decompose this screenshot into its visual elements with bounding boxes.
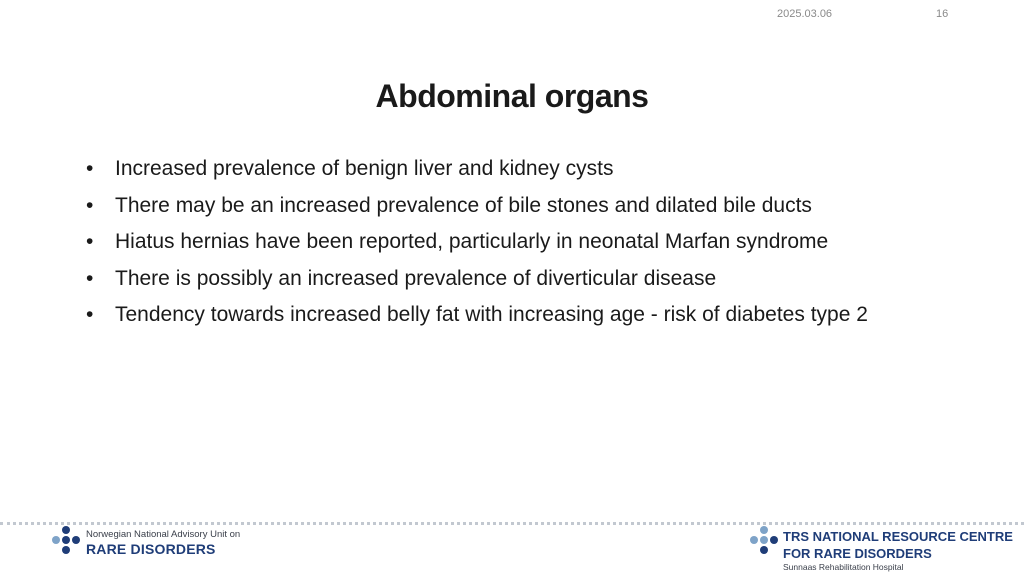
bullet-item (86, 264, 956, 294)
slide-title: Abdominal organs (375, 78, 649, 114)
bullet-dot-icon: • (86, 303, 94, 326)
slide-date: 2025.03.06 (777, 8, 833, 20)
left-logo (50, 524, 260, 560)
left-logo-line2: RARE DISORDERS (86, 541, 216, 557)
bullet-dot-icon: • (86, 157, 94, 180)
right-logo-line3: Sunnaas Rehabilitation Hospital (783, 562, 904, 572)
bullet-text: There may be an increased prevalence of bile stones and dilated bile ducts (115, 193, 812, 217)
bullet-dot-icon: • (86, 266, 94, 290)
bullet-dot-icon: • (86, 230, 94, 253)
right-logo-line1: TRS NATIONAL RESOURCE CENTRE (783, 529, 1013, 544)
dots-logo-icon (748, 524, 778, 560)
bullet-text: Hiatus hernias have been reported, particularly in neonatal Marfan syndrome (115, 230, 829, 253)
bullet-item (86, 154, 956, 184)
bullet-list (86, 154, 956, 337)
slide-page-number: 16 (936, 8, 949, 20)
bullet-text: Increased prevalence of benign liver and kidney cysts (115, 157, 614, 180)
bullet-item (86, 191, 956, 221)
left-logo-line1: Norwegian National Advisory Unit on (86, 529, 241, 540)
right-logo-line2: FOR RARE DISORDERS (783, 546, 932, 561)
bullet-text: Tendency towards increased belly fat with increasing age - risk of diabetes type 2 (115, 303, 868, 326)
bullet-text: There is possibly an increased prevalence of diverticular disease (115, 266, 717, 290)
bullet-dot-icon: • (86, 193, 94, 217)
bullet-item (86, 300, 956, 330)
bullet-item (86, 227, 956, 257)
dots-logo-icon (50, 524, 80, 560)
right-logo (748, 524, 1018, 574)
